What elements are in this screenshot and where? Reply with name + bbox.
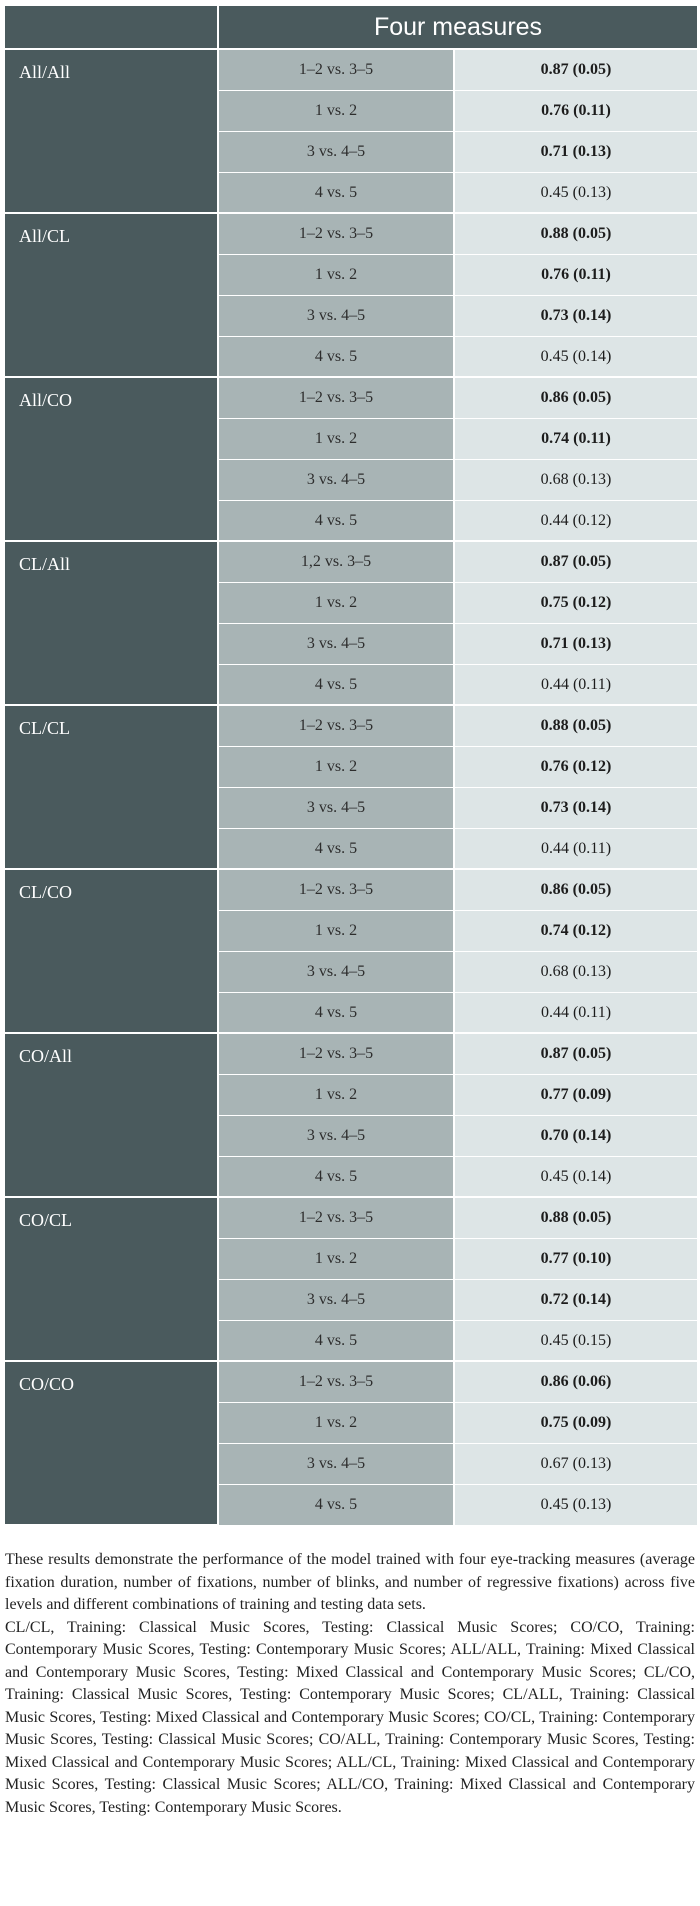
value-cell: 0.68 (0.13) [455, 952, 697, 992]
value-cell: 0.88 (0.05) [455, 706, 697, 746]
table-row [219, 952, 697, 992]
value-cell: 0.86 (0.05) [455, 870, 697, 910]
table-footnotes [5, 1549, 695, 1819]
table-row [219, 665, 697, 705]
table-group [5, 868, 697, 1032]
group-label: All/All [5, 50, 219, 212]
table-group [5, 48, 697, 212]
table-row [219, 911, 697, 951]
value-cell: 0.76 (0.12) [455, 747, 697, 787]
comparison-cell: 1 vs. 2 [219, 583, 455, 623]
table-row [219, 706, 697, 746]
comparison-cell: 4 vs. 5 [219, 993, 455, 1033]
footnote-summary: These results demonstrate the performance of the model trained with four eye-tracking measures (average fixation duration, number of fixations, number of blinks, and number of regressive fixations) across five levels and different combinations of training and testing data sets. [5, 1551, 695, 1613]
comparison-cell: 1–2 vs. 3–5 [219, 1198, 455, 1238]
table-header [5, 6, 697, 48]
value-cell: 0.74 (0.11) [455, 419, 697, 459]
table-body [5, 48, 697, 1524]
table-row [219, 501, 697, 541]
footnote-abbreviations: CL/CL, Training: Classical Music Scores, Testing: Classical Music Scores; CO/CO, Training: Contemporary Music Scores, Testing: Contemporary Music Scores; ALL/ALL, Training: Mixed Classical and Contemporary Music Scores, Testing: Mixed Classical and Contemporary Music Scores; CL/CO, Training: Classical Music Scores, Testing: Contemporary Music Scores; CL/ALL, Training: Classical Music Scores, Testing: Mixed Classical and Contemporary Music Scores; CO/CL, Training: Contemporary Music Scores, Testing: Classical Music Scores; CO/ALL, Training: Contemporary Music Scores, Testing: Mixed Classical and Contemporary Music Scores; ALL/CL, Training: Mixed Classical and Contemporary Music Scores, Testing: Classical Music Scores; ALL/CO, Training: Mixed Classical and Contemporary Music Scores, Testing: Contemporary Music Scores. [5, 1618, 695, 1816]
comparison-cell: 3 vs. 4–5 [219, 296, 455, 336]
table-group [5, 1032, 697, 1196]
group-label: CO/CO [5, 1362, 219, 1524]
comparison-cell: 1 vs. 2 [219, 1239, 455, 1279]
value-cell: 0.86 (0.06) [455, 1362, 697, 1402]
table-row [219, 1075, 697, 1115]
comparison-cell: 1 vs. 2 [219, 747, 455, 787]
value-cell: 0.45 (0.15) [455, 1321, 697, 1361]
value-cell: 0.88 (0.05) [455, 214, 697, 254]
results-table [5, 6, 697, 1524]
comparison-cell: 1 vs. 2 [219, 1075, 455, 1115]
value-cell: 0.73 (0.14) [455, 296, 697, 336]
group-label: CL/CO [5, 870, 219, 1032]
value-cell: 0.88 (0.05) [455, 1198, 697, 1238]
table-row [219, 214, 697, 254]
group-label: CO/CL [5, 1198, 219, 1360]
table-row [219, 1116, 697, 1156]
header-four-measures: Four measures [219, 6, 697, 48]
comparison-cell: 1–2 vs. 3–5 [219, 378, 455, 418]
value-cell: 0.77 (0.09) [455, 1075, 697, 1115]
table-row [219, 1198, 697, 1238]
value-cell: 0.44 (0.11) [455, 993, 697, 1033]
table-row [219, 624, 697, 664]
value-cell: 0.67 (0.13) [455, 1444, 697, 1484]
table-group [5, 704, 697, 868]
value-cell: 0.45 (0.14) [455, 1157, 697, 1197]
value-cell: 0.44 (0.11) [455, 665, 697, 705]
comparison-cell: 1–2 vs. 3–5 [219, 1362, 455, 1402]
table-row [219, 337, 697, 377]
table-row [219, 1485, 697, 1525]
value-cell: 0.87 (0.05) [455, 542, 697, 582]
comparison-cell: 1 vs. 2 [219, 255, 455, 295]
comparison-cell: 4 vs. 5 [219, 665, 455, 705]
table-row [219, 1239, 697, 1279]
value-cell: 0.71 (0.13) [455, 132, 697, 172]
comparison-cell: 1–2 vs. 3–5 [219, 706, 455, 746]
value-cell: 0.72 (0.14) [455, 1280, 697, 1320]
value-cell: 0.68 (0.13) [455, 460, 697, 500]
group-label: CO/All [5, 1034, 219, 1196]
table-row [219, 747, 697, 787]
comparison-cell: 1 vs. 2 [219, 911, 455, 951]
table-row [219, 1157, 697, 1197]
comparison-cell: 4 vs. 5 [219, 173, 455, 213]
value-cell: 0.86 (0.05) [455, 378, 697, 418]
comparison-cell: 3 vs. 4–5 [219, 952, 455, 992]
table-row [219, 296, 697, 336]
value-cell: 0.44 (0.12) [455, 501, 697, 541]
value-cell: 0.76 (0.11) [455, 91, 697, 131]
table-group [5, 1360, 697, 1524]
table-row [219, 50, 697, 90]
comparison-cell: 3 vs. 4–5 [219, 1116, 455, 1156]
comparison-cell: 1–2 vs. 3–5 [219, 50, 455, 90]
table-row [219, 419, 697, 459]
comparison-cell: 4 vs. 5 [219, 501, 455, 541]
comparison-cell: 1 vs. 2 [219, 91, 455, 131]
table-row [219, 829, 697, 869]
comparison-cell: 3 vs. 4–5 [219, 132, 455, 172]
value-cell: 0.75 (0.12) [455, 583, 697, 623]
comparison-cell: 1–2 vs. 3–5 [219, 1034, 455, 1074]
value-cell: 0.73 (0.14) [455, 788, 697, 828]
table-row [219, 1403, 697, 1443]
value-cell: 0.45 (0.13) [455, 173, 697, 213]
comparison-cell: 1–2 vs. 3–5 [219, 214, 455, 254]
header-empty-cell [5, 6, 219, 48]
table-row [219, 1321, 697, 1361]
comparison-cell: 1 vs. 2 [219, 419, 455, 459]
comparison-cell: 3 vs. 4–5 [219, 1280, 455, 1320]
comparison-cell: 3 vs. 4–5 [219, 460, 455, 500]
table-row [219, 460, 697, 500]
comparison-cell: 1,2 vs. 3–5 [219, 542, 455, 582]
table-row [219, 255, 697, 295]
group-label: CL/CL [5, 706, 219, 868]
group-label: All/CL [5, 214, 219, 376]
table-row [219, 1362, 697, 1402]
table-group [5, 1196, 697, 1360]
value-cell: 0.87 (0.05) [455, 1034, 697, 1074]
comparison-cell: 4 vs. 5 [219, 829, 455, 869]
value-cell: 0.87 (0.05) [455, 50, 697, 90]
table-row [219, 1034, 697, 1074]
table-row [219, 788, 697, 828]
table-row [219, 132, 697, 172]
group-label: CL/All [5, 542, 219, 704]
comparison-cell: 4 vs. 5 [219, 1485, 455, 1525]
comparison-cell: 3 vs. 4–5 [219, 624, 455, 664]
table-group [5, 376, 697, 540]
value-cell: 0.45 (0.14) [455, 337, 697, 377]
table-row [219, 583, 697, 623]
value-cell: 0.75 (0.09) [455, 1403, 697, 1443]
comparison-cell: 4 vs. 5 [219, 1321, 455, 1361]
comparison-cell: 3 vs. 4–5 [219, 788, 455, 828]
table-row [219, 91, 697, 131]
value-cell: 0.77 (0.10) [455, 1239, 697, 1279]
comparison-cell: 4 vs. 5 [219, 337, 455, 377]
value-cell: 0.74 (0.12) [455, 911, 697, 951]
table-row [219, 378, 697, 418]
value-cell: 0.70 (0.14) [455, 1116, 697, 1156]
table-row [219, 993, 697, 1033]
comparison-cell: 1–2 vs. 3–5 [219, 870, 455, 910]
table-row [219, 1444, 697, 1484]
value-cell: 0.71 (0.13) [455, 624, 697, 664]
value-cell: 0.45 (0.13) [455, 1485, 697, 1525]
table-row [219, 542, 697, 582]
table-row [219, 870, 697, 910]
table-row [219, 1280, 697, 1320]
comparison-cell: 1 vs. 2 [219, 1403, 455, 1443]
group-label: All/CO [5, 378, 219, 540]
table-row [219, 173, 697, 213]
table-group [5, 212, 697, 376]
table-group [5, 540, 697, 704]
value-cell: 0.76 (0.11) [455, 255, 697, 295]
comparison-cell: 3 vs. 4–5 [219, 1444, 455, 1484]
comparison-cell: 4 vs. 5 [219, 1157, 455, 1197]
value-cell: 0.44 (0.11) [455, 829, 697, 869]
